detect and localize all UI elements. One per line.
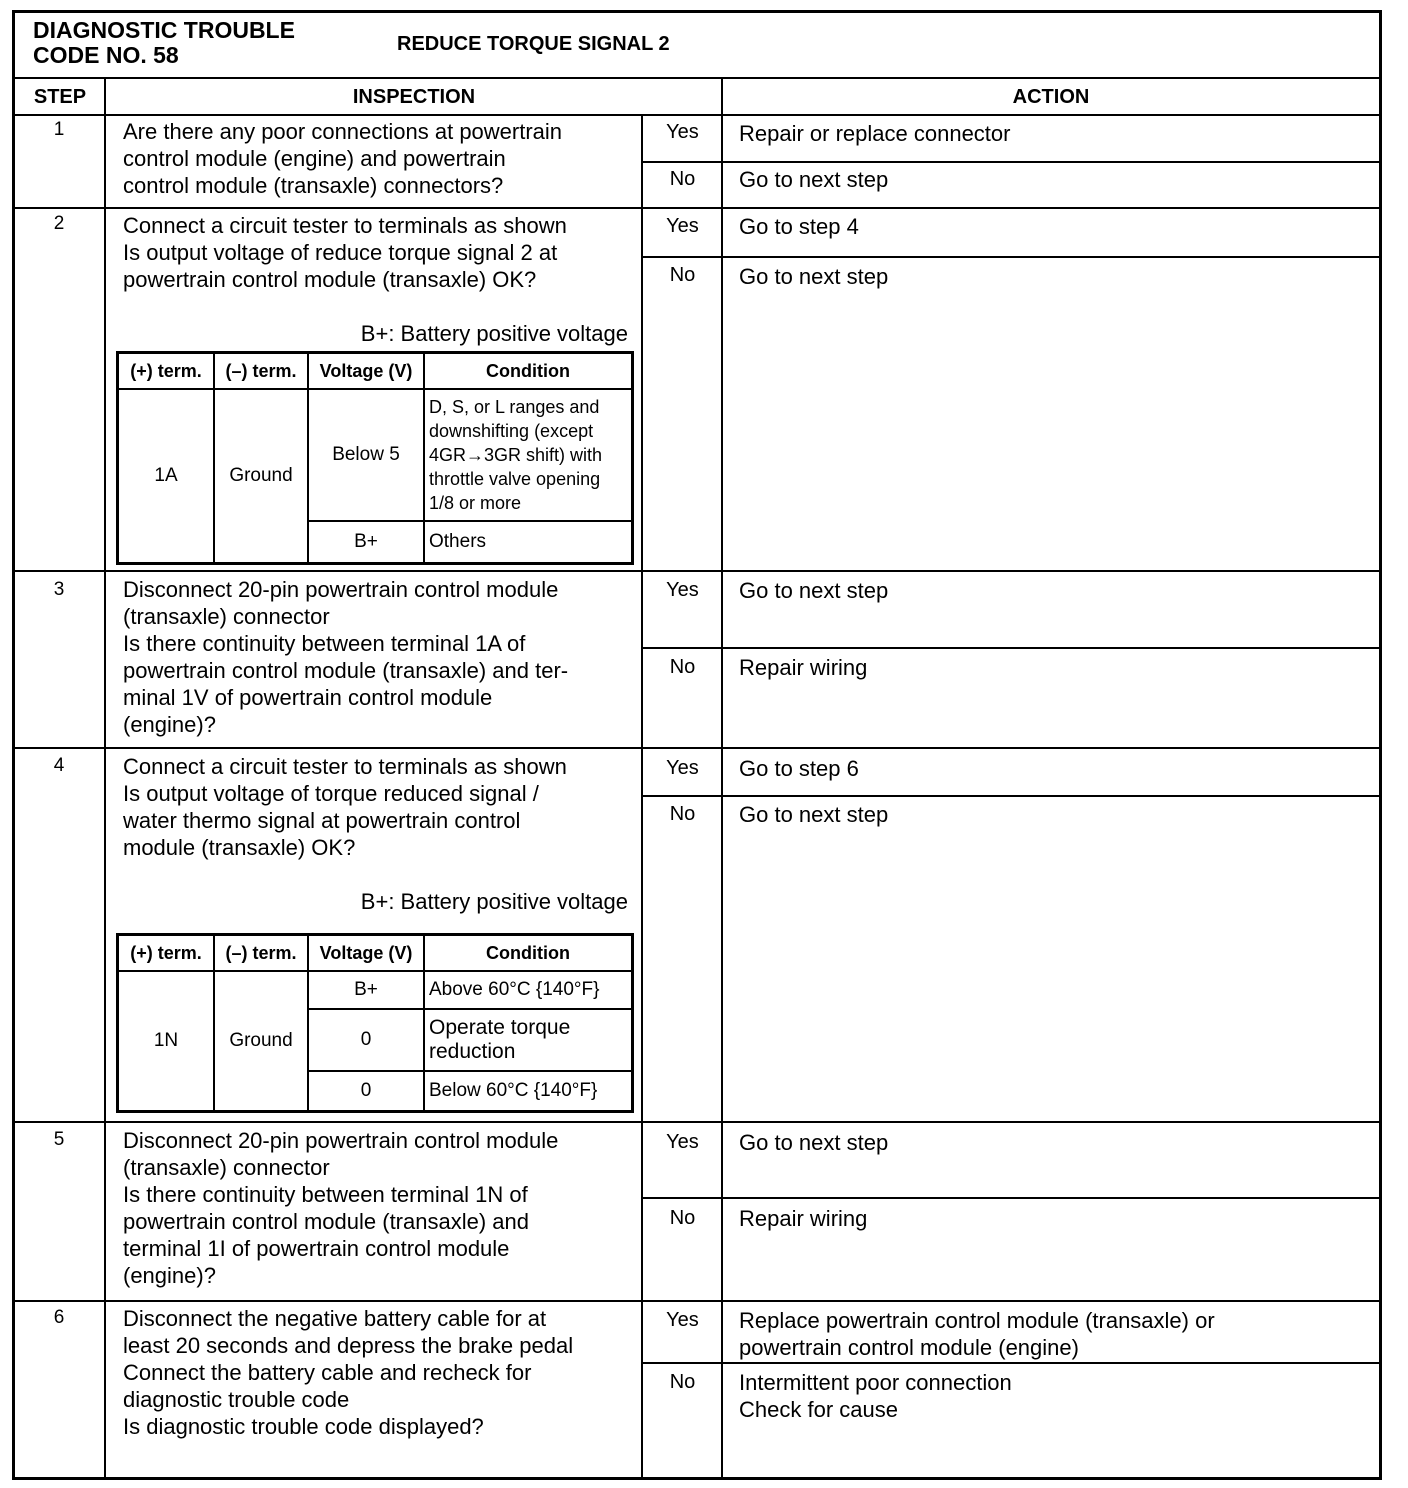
no-action: Go to next step bbox=[739, 167, 889, 192]
voltage-cell: B+ bbox=[308, 521, 424, 564]
divider bbox=[721, 79, 723, 1479]
step-inspection: Connect a circuit tester to terminals as shown Is output voltage of reduce torque signal 2 at powertrain control module (transaxle) OK? bbox=[123, 213, 567, 292]
column-step: STEP bbox=[33, 85, 87, 108]
header-condition: Condition bbox=[424, 353, 633, 390]
no-label: No bbox=[669, 1371, 696, 1393]
voltage-note: B+: Battery positive voltage bbox=[360, 889, 628, 914]
voltage-cell: Below 5 bbox=[308, 389, 424, 521]
yes-action: Go to next step bbox=[739, 578, 889, 603]
divider bbox=[641, 1197, 1379, 1199]
step-inspection: Disconnect the negative battery cable for at least 20 seconds and depress the brake pedal Connect the battery cable and recheck for diagnostic trouble code Is diagnostic trouble code displayed? bbox=[123, 1306, 574, 1439]
yes-label: Yes bbox=[666, 579, 699, 601]
divider bbox=[15, 570, 1379, 572]
no-label: No bbox=[669, 656, 696, 678]
yes-action: Go to step 4 bbox=[739, 214, 859, 239]
step-number: 2 bbox=[53, 213, 65, 234]
step-number: 4 bbox=[53, 755, 65, 776]
divider bbox=[641, 256, 1379, 258]
diagnostic-table bbox=[12, 10, 1382, 1480]
divider bbox=[15, 1300, 1379, 1302]
pos-term-cell: 1N bbox=[118, 971, 215, 1112]
yes-action: Repair or replace connector bbox=[739, 121, 1011, 146]
voltage-cell: B+ bbox=[308, 971, 424, 1009]
step-number: 3 bbox=[53, 579, 65, 600]
divider bbox=[15, 747, 1379, 749]
code-name: REDUCE TORQUE SIGNAL 2 bbox=[397, 33, 670, 55]
condition-cell: Others bbox=[424, 521, 633, 564]
code-header bbox=[15, 13, 1379, 79]
condition-cell: Below 60°C {140°F} bbox=[424, 1071, 633, 1112]
yes-label: Yes bbox=[666, 215, 699, 237]
condition-cell: D, S, or L ranges and downshifting (except 4GR→3GR shift) with throttle valve opening 1/8 or more bbox=[424, 389, 633, 521]
no-label: No bbox=[669, 264, 696, 286]
divider bbox=[15, 114, 1379, 116]
no-action: Go to next step bbox=[739, 802, 889, 827]
header-voltage: Voltage (V) bbox=[308, 935, 424, 972]
column-inspection: INSPECTION bbox=[352, 85, 476, 108]
header-pos-term: (+) term. bbox=[118, 935, 215, 972]
no-action: Repair wiring bbox=[739, 655, 868, 680]
neg-term-cell: Ground bbox=[214, 971, 308, 1112]
divider bbox=[641, 795, 1379, 797]
no-label: No bbox=[669, 168, 696, 190]
yes-label: Yes bbox=[666, 1309, 699, 1331]
yes-action: Go to step 6 bbox=[739, 756, 859, 781]
header-neg-term: (–) term. bbox=[214, 353, 308, 390]
step-number: 5 bbox=[53, 1129, 65, 1150]
voltage-spec-table bbox=[116, 351, 634, 565]
header-pos-term: (+) term. bbox=[118, 353, 215, 390]
no-label: No bbox=[669, 803, 696, 825]
yes-label: Yes bbox=[666, 1131, 699, 1153]
pos-term-cell: 1A bbox=[118, 389, 215, 564]
divider bbox=[641, 115, 643, 1479]
no-action: Go to next step bbox=[739, 264, 889, 289]
yes-action: Replace powertrain control module (transaxle) or powertrain control module (engine) bbox=[739, 1308, 1215, 1360]
no-action: Repair wiring bbox=[739, 1206, 868, 1231]
voltage-spec-table bbox=[116, 933, 634, 1113]
step-number: 1 bbox=[53, 119, 65, 140]
voltage-cell: 0 bbox=[308, 1071, 424, 1112]
voltage-note: B+: Battery positive voltage bbox=[360, 321, 628, 346]
step-inspection: Connect a circuit tester to terminals as shown Is output voltage of torque reduced signal / water thermo signal at powertrain control module (transaxle) OK? bbox=[123, 754, 567, 860]
header-voltage: Voltage (V) bbox=[308, 353, 424, 390]
step-inspection: Disconnect 20-pin powertrain control module (transaxle) connector Is there continuity between terminal 1A of powertrain control module (transaxle) and ter- minal 1V of powertrain control module (engine)? bbox=[123, 577, 569, 737]
divider bbox=[641, 1362, 1379, 1364]
condition-cell: Above 60°C {140°F} bbox=[424, 971, 633, 1009]
condition-cell: Operate torque reduction bbox=[424, 1009, 633, 1071]
neg-term-cell: Ground bbox=[214, 389, 308, 564]
divider bbox=[641, 647, 1379, 649]
no-action: Intermittent poor connection Check for cause bbox=[739, 1370, 1012, 1422]
header-condition: Condition bbox=[424, 935, 633, 972]
no-label: No bbox=[669, 1207, 696, 1229]
divider bbox=[104, 79, 106, 1479]
voltage-cell: 0 bbox=[308, 1009, 424, 1071]
step-inspection: Disconnect 20-pin powertrain control module (transaxle) connector Is there continuity between terminal 1N of powertrain control module (transaxle) and terminal 1I of powertrain control module (engine)? bbox=[123, 1128, 559, 1288]
code-title: DIAGNOSTIC TROUBLE CODE NO. 58 bbox=[33, 17, 295, 68]
yes-action: Go to next step bbox=[739, 1130, 889, 1155]
step-inspection: Are there any poor connections at powertrain control module (engine) and powertrain control module (transaxle) connectors? bbox=[123, 119, 563, 198]
column-action: ACTION bbox=[1012, 85, 1090, 108]
divider bbox=[15, 207, 1379, 209]
divider bbox=[15, 1121, 1379, 1123]
yes-label: Yes bbox=[666, 757, 699, 779]
yes-label: Yes bbox=[666, 121, 699, 143]
divider bbox=[641, 161, 1379, 163]
step-number: 6 bbox=[53, 1307, 65, 1328]
header-neg-term: (–) term. bbox=[214, 935, 308, 972]
